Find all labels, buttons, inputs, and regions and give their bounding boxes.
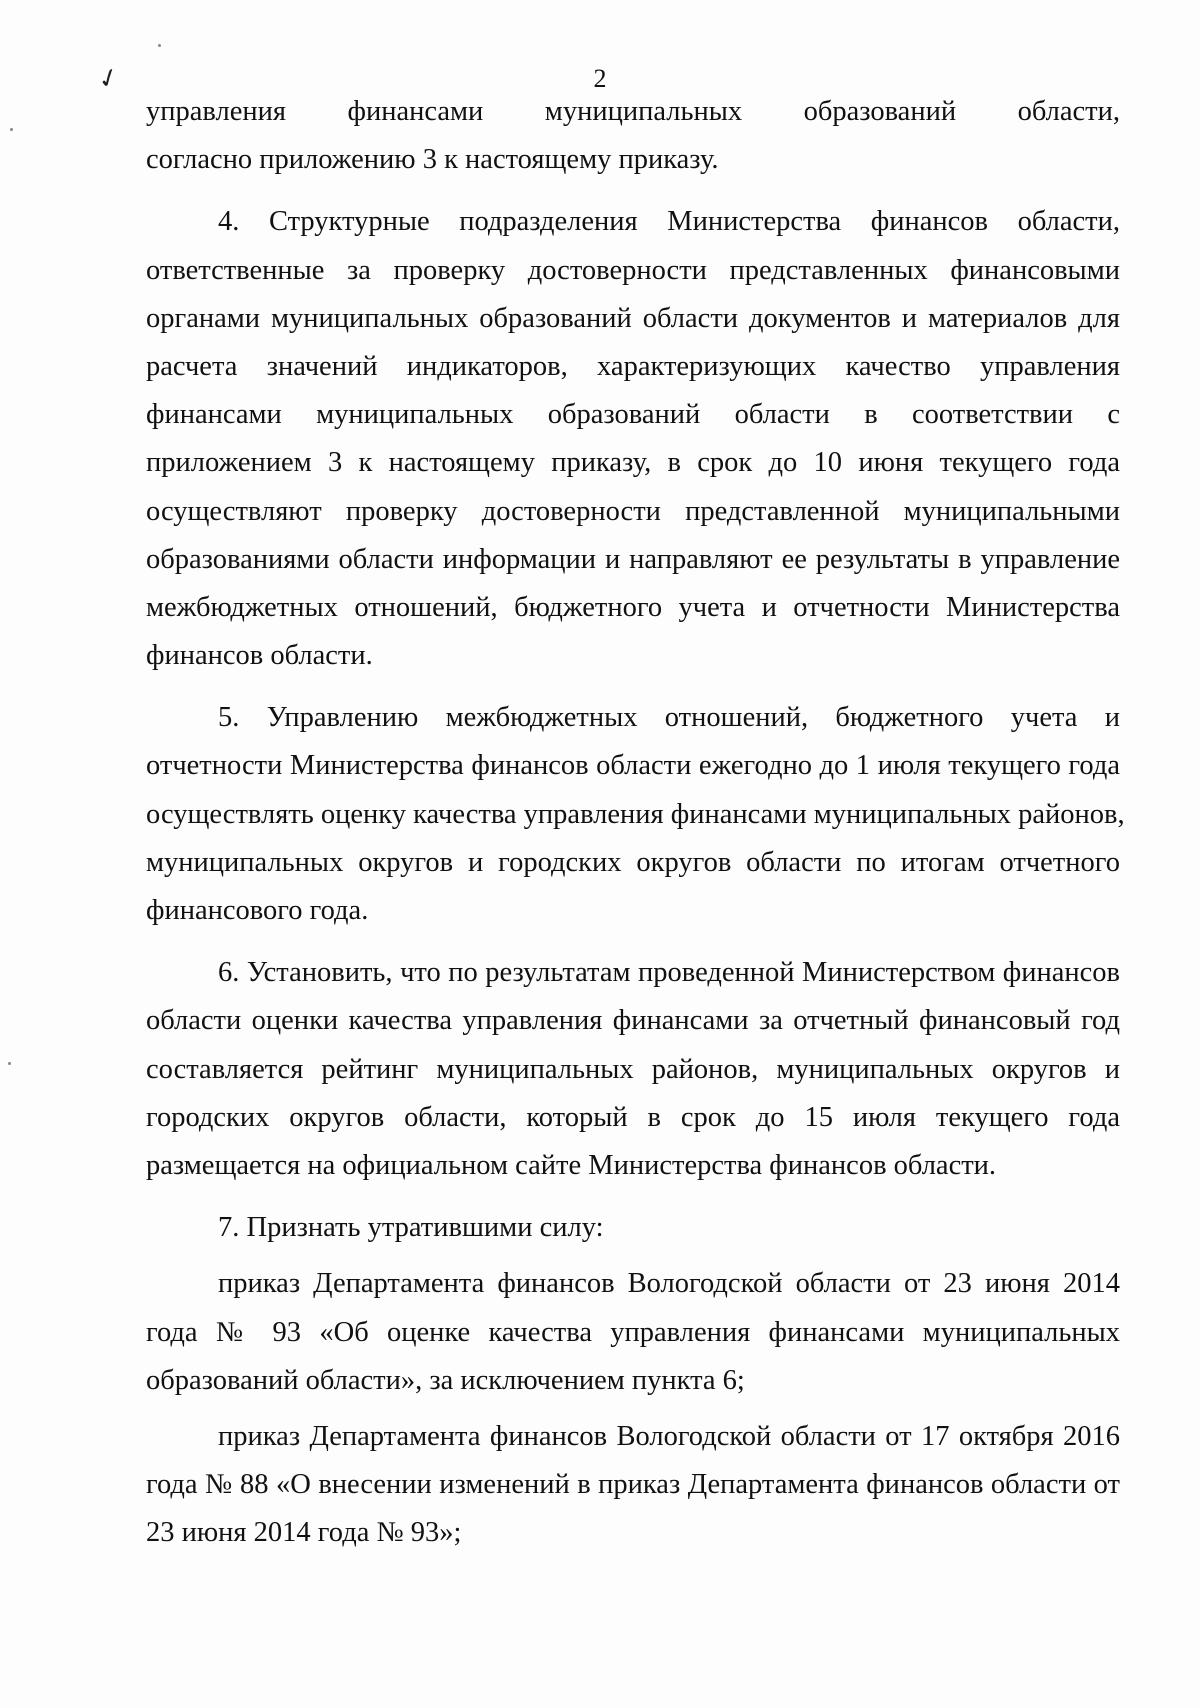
text-line: расчета значений индикаторов, характеризующих качество управления [146,350,1120,382]
text-line: финансового года. [146,895,369,926]
text-line: 23 июня 2014 года № 93»; [146,1517,462,1549]
text-line: образованиями области информации и направляют ее результаты в управление [146,543,1120,575]
text-line: размещается на официальном сайте Министерства финансов области. [146,1149,997,1181]
paragraph-first-line: 6. Установить, что по результатам проведенной Министерством финансов [218,957,1120,989]
text-line: органами муниципальных образований области документов и материалов для [146,302,1120,334]
text-line: года № 88 «О внесении изменений в приказ Департамента финансов области от [146,1469,1120,1501]
text-line: года № 93 «Об оценке качества управления финансами муниципальных [146,1316,1120,1348]
text-line: управления финансами муниципальных образований области, [146,96,1120,127]
paragraph-first-line: приказ Департамента финансов Вологодской области от 17 октября 2016 [218,1420,1120,1452]
paragraph-first-line: 5. Управлению межбюджетных отношений, бюджетного учета и [218,702,1120,734]
text-line: муниципальных округов и городских округов области по итогам отчетного [146,846,1120,878]
text-line: образований области», за исключением пункта 6; [146,1364,745,1396]
text-line: составляется рейтинг муниципальных районов, муниципальных округов и [146,1053,1120,1085]
text-line: финансами муниципальных образований области в соответствии с [146,399,1120,431]
page-number: 2 [593,64,607,93]
text-line: городских округов области, который в срок до 15 июля текущего года [146,1101,1120,1133]
paragraph-first-line: приказ Департамента финансов Вологодской области от 23 июня 2014 [218,1268,1120,1300]
paragraph-first-line: 4. Структурные подразделения Министерства финансов области, [218,206,1120,238]
scan-speck [158,44,161,47]
scan-speck [10,128,13,131]
document-body [146,88,1125,1557]
text-line: ответственные за проверку достоверности представленных финансовыми [146,254,1120,286]
text-line: области оценки качества управления финансами за отчетный финансовый год [146,1005,1120,1037]
text-line: осуществлять оценку качества управления финансами муниципальных районов, [146,798,1125,830]
scan-speck [8,1062,11,1065]
text-line: финансов области. [146,640,373,672]
text-line: отчетности Министерства финансов области ежегодно до 1 июля текущего года [146,750,1120,782]
text-line: приложением 3 к настоящему приказу, в срок до 10 июня текущего года [146,447,1120,479]
text-line: осуществляют проверку достоверности представленной муниципальными [146,495,1120,527]
scan-mark-icon: ✓ [93,61,124,96]
paragraph-first-line: 7. Признать утратившими силу: [218,1212,604,1244]
text-line: межбюджетных отношений, бюджетного учета и отчетности Министерства [146,591,1120,623]
text-line: согласно приложению 3 к настоящему приказу. [146,144,719,176]
